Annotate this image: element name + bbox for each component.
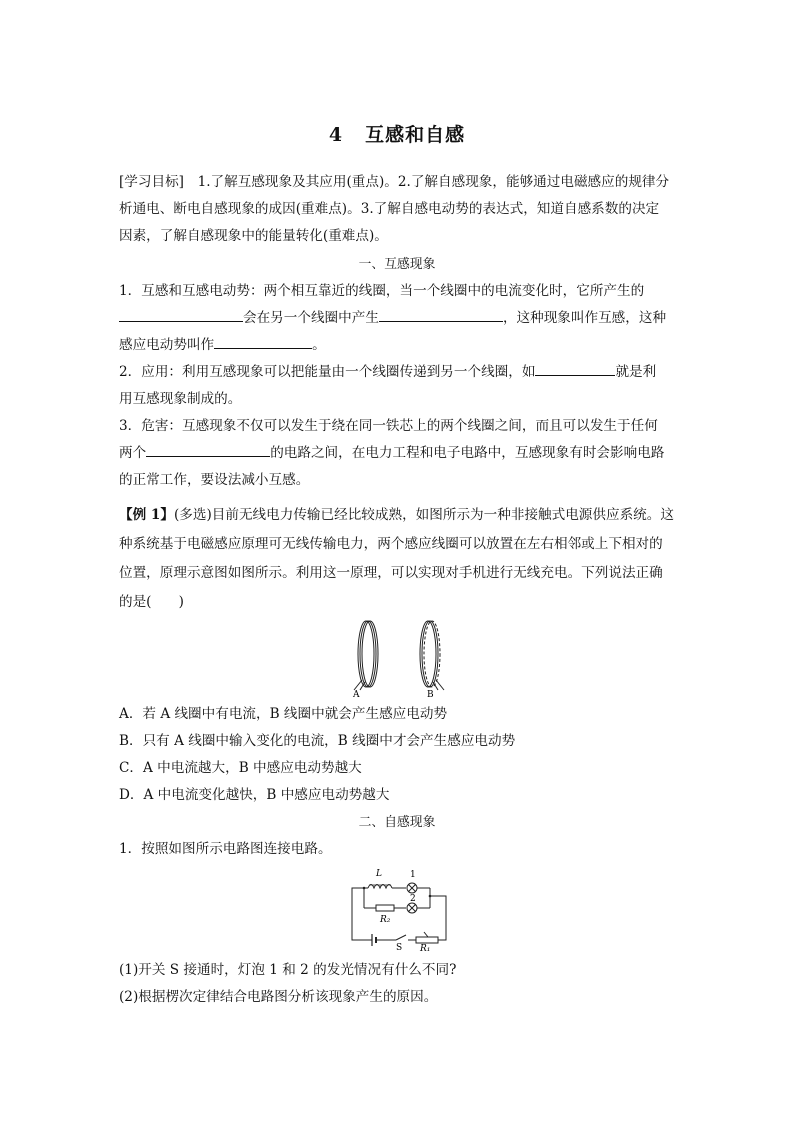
example-1 (119, 501, 675, 617)
example-line: 种系统基于电磁感应原理可无线传输电力，两个感应线圈可以放置在左右相邻或上下相对的 (119, 536, 663, 552)
label-lamp-1: 1 (410, 870, 416, 880)
option-b: B．只有 A 线圈中输入变化的电流，B 线圈中才会产生感应电动势 (119, 733, 516, 749)
example-tag: 【例 1】 (119, 507, 174, 523)
example-line: 【例 1】(多选)目前无线电力传输已经比较成熟，如图所示为一种非接触式电源供应系统。这 (119, 507, 674, 523)
paragraph-line: 感应电动势叫作 。 (119, 332, 675, 359)
objectives-line: 析通电、断电自感现象的成因(重难点)。3.了解自感电动势的表达式，知道自感系数的决定 (119, 201, 660, 217)
label-s: S (396, 943, 403, 952)
resistor-r2-icon (376, 905, 394, 911)
paragraph-line: 的正常工作，要设法减小互感。 (119, 472, 310, 488)
resistor-r1-icon (416, 937, 438, 943)
paragraph-line: 1．按照如图所示电路图连接电路。 (119, 841, 332, 857)
example-options (119, 701, 675, 809)
coils-diagram (340, 616, 460, 700)
example-line: 的是( ) (119, 594, 184, 610)
section-self-induction (119, 809, 675, 863)
section-2-questions (119, 957, 675, 1011)
fill-blank[interactable] (379, 307, 503, 322)
label-r1: R₁ (420, 944, 431, 952)
section-mutual-induction (119, 251, 675, 494)
coil-label-a: A (353, 690, 360, 700)
learning-objectives (119, 169, 675, 250)
option-c: C．A 中电流越大，B 中感应电动势越大 (119, 760, 362, 776)
switch-s-icon (396, 935, 406, 940)
label-lamp-2: 2 (410, 894, 416, 904)
example-line: 位置，原理示意图如图所示。利用这一原理，可以实现对手机进行无线充电。下列说法正确 (119, 565, 663, 581)
circuit-figure (344, 862, 454, 952)
question-1: (1)开关 S 接通时，灯泡 1 和 2 的发光情况有什么不同? (119, 962, 457, 978)
paragraph-line: 会在另一个线圈中产生 ，这种现象叫作互感，这种 (119, 305, 675, 332)
paragraph-line: 1．互感和互感电动势：两个相互靠近的线圈，当一个线圈中的电流变化时，它所产生的 (119, 283, 645, 299)
fill-blank[interactable] (535, 361, 615, 376)
coils-figure (340, 616, 460, 700)
label-l: L (376, 869, 382, 879)
coil-label-b: B (427, 690, 434, 700)
paragraph-line: 3．危害：互感现象不仅可以发生于绕在同一铁芯上的两个线圈之间，而且可以发生于任何 (119, 418, 658, 434)
page-title (0, 120, 794, 147)
circuit-diagram (344, 862, 454, 952)
section-heading: 二、自感现象 (358, 815, 436, 830)
option-a: A．若 A 线圈中有电流，B 线圈中就会产生感应电动势 (119, 706, 448, 722)
objectives-line: 因素，了解自感现象中的能量转化(重难点)。 (119, 228, 388, 244)
paragraph-line: 2．应用：利用互感现象可以把能量由一个线圈传递到另一个线圈，如 就是利 (119, 359, 675, 386)
fill-blank[interactable] (146, 442, 270, 457)
label-r2: R₂ (380, 915, 391, 925)
objectives-line: [学习目标] 1.了解互感现象及其应用(重点)。2.了解自感现象，能够通过电磁感应的规律分 (119, 174, 670, 190)
section-title: 互感和自感 (365, 124, 466, 146)
paragraph-line: 两个 的电路之间，在电力工程和电子电路中，互感现象有时会影响电路 (119, 440, 675, 467)
option-d: D．A 中电流变化越快，B 中感应电动势越大 (119, 787, 390, 803)
question-2: (2)根据楞次定律结合电路图分析该现象产生的原因。 (119, 989, 438, 1005)
paragraph-line: 用互感现象制成的。 (119, 391, 242, 407)
section-heading: 一、互感现象 (358, 257, 436, 272)
fill-blank[interactable] (214, 334, 312, 349)
section-number: 4 (328, 124, 344, 146)
fill-blank[interactable] (119, 307, 243, 322)
